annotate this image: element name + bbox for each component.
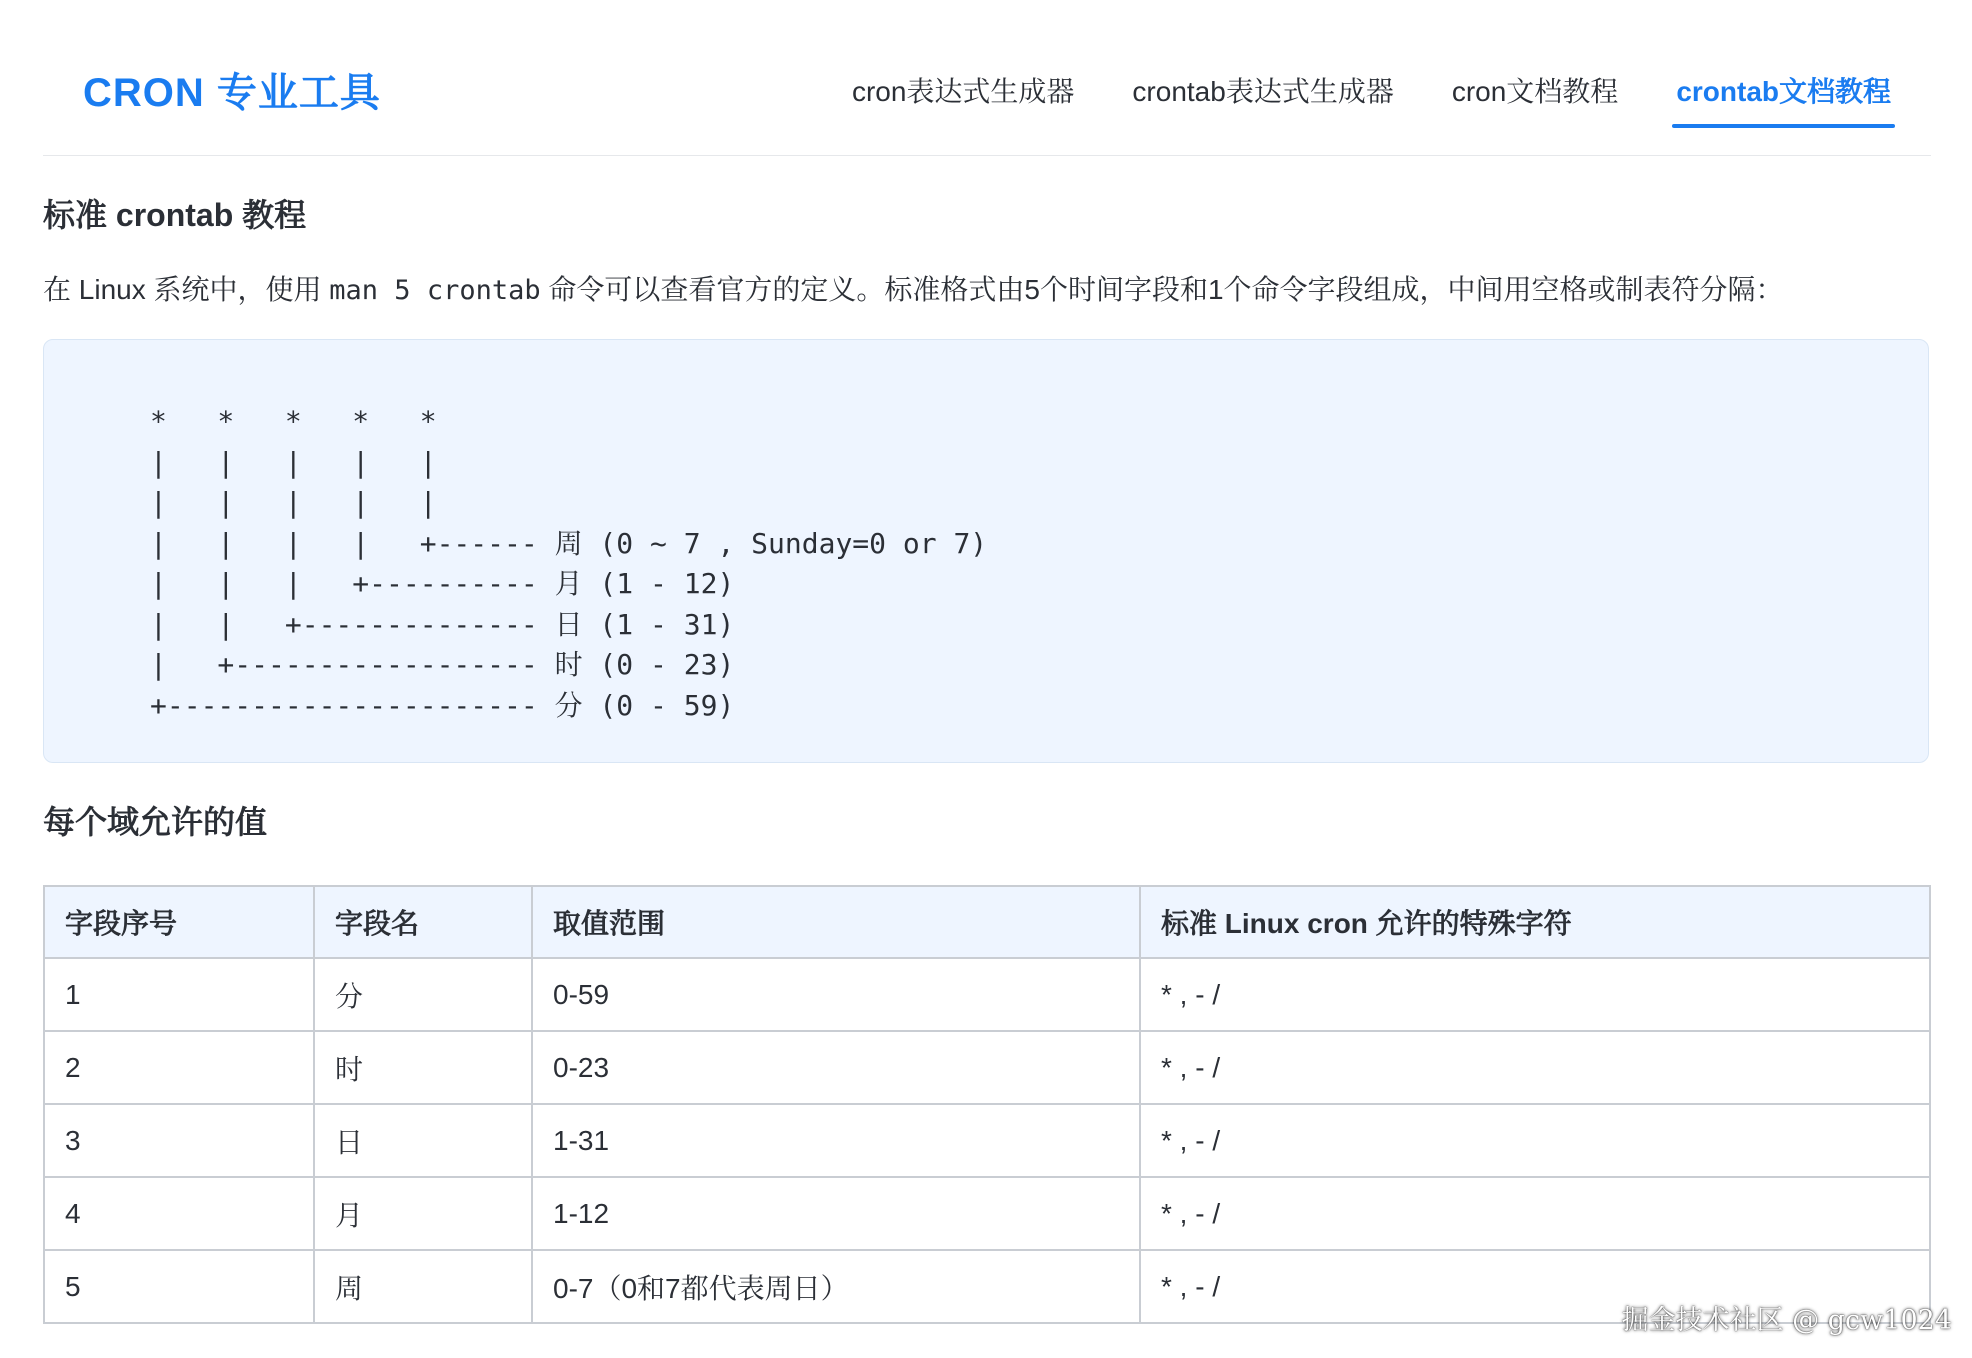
code-line: | | | | | (150, 445, 437, 479)
table-row (44, 1031, 1930, 1104)
nav-cron-docs[interactable]: cron文档教程 (1451, 76, 1619, 107)
table-cell: * , - / (1140, 958, 1930, 1031)
table-header-cell: 标准 Linux cron 允许的特殊字符 (1140, 886, 1930, 958)
table-cell: 分 (314, 958, 532, 1031)
table-cell: 月 (314, 1177, 532, 1250)
table-cell: * , - / (1140, 1104, 1930, 1177)
table-header-row (44, 886, 1930, 958)
table-cell: * , - / (1140, 1177, 1930, 1250)
table-cell: 1-12 (532, 1177, 1140, 1250)
code-line: | | +-------------- 日 (1 - 31) (150, 607, 735, 641)
table-header-cell: 字段序号 (44, 886, 314, 958)
table-cell: 0-59 (532, 958, 1140, 1031)
table-cell: 1-31 (532, 1104, 1140, 1177)
table-cell: * , - / (1140, 1250, 1930, 1323)
table-cell: 日 (314, 1104, 532, 1177)
code-line: | | | | | (150, 486, 437, 519)
code-block-content (150, 402, 987, 726)
code-line: | | | | +------ 周 (0 ~ 7 , Sunday=0 or 7) (150, 526, 988, 560)
nav-cron-generator[interactable]: cron表达式生成器 (851, 76, 1075, 107)
code-line: * * * * * (150, 405, 437, 438)
nav-crontab-docs[interactable]: crontab文档教程 (1676, 72, 1891, 124)
nav-crontab-generator[interactable]: crontab表达式生成器 (1132, 76, 1394, 107)
table-cell: 3 (44, 1104, 314, 1177)
intro-text-before: 在 Linux 系统中，使用 (43, 274, 330, 305)
table-cell: 0-23 (532, 1031, 1140, 1104)
section-title-allowed-values: 每个域允许的值 (43, 804, 268, 840)
table-cell: 4 (44, 1177, 314, 1250)
table-cell: 周 (314, 1250, 532, 1323)
code-line: +---------------------- 分 (0 - 59) (150, 688, 735, 722)
code-line: | | | +---------- 月 (1 - 12) (150, 567, 735, 600)
table-cell: 0-7（0和7都代表周日） (532, 1250, 1140, 1323)
table-row (44, 958, 1930, 1031)
table-row (44, 1177, 1930, 1250)
page (43, 0, 1931, 1304)
code-block (43, 339, 1929, 763)
intro-paragraph (43, 270, 1784, 311)
table-header-cell: 取值范围 (532, 886, 1140, 958)
table-row (44, 1104, 1930, 1177)
table-cell: 5 (44, 1250, 314, 1323)
table-cell: 2 (44, 1031, 314, 1104)
brand-logo[interactable]: CRON 专业工具 (83, 71, 381, 115)
table-header-cell: 字段名 (314, 886, 532, 958)
watermark: 掘金技术社区 @ gcw1024 (1621, 1305, 1952, 1336)
intro-text-after: 命令可以查看官方的定义。标准格式由5个时间字段和1个命令字段组成，中间用空格或制表符分隔： (540, 274, 1784, 305)
top-header (43, 0, 1931, 156)
top-nav (852, 72, 1891, 124)
allowed-values-table (43, 885, 1931, 1324)
table-cell: * , - / (1140, 1031, 1930, 1104)
code-line: | +------------------ 时 (0 - 23) (150, 648, 735, 681)
intro-inline-code: man 5 crontab (329, 275, 541, 306)
table-cell: 1 (44, 958, 314, 1031)
section-title-crontab: 标准 crontab 教程 (43, 197, 307, 233)
table-cell: 时 (314, 1031, 532, 1104)
